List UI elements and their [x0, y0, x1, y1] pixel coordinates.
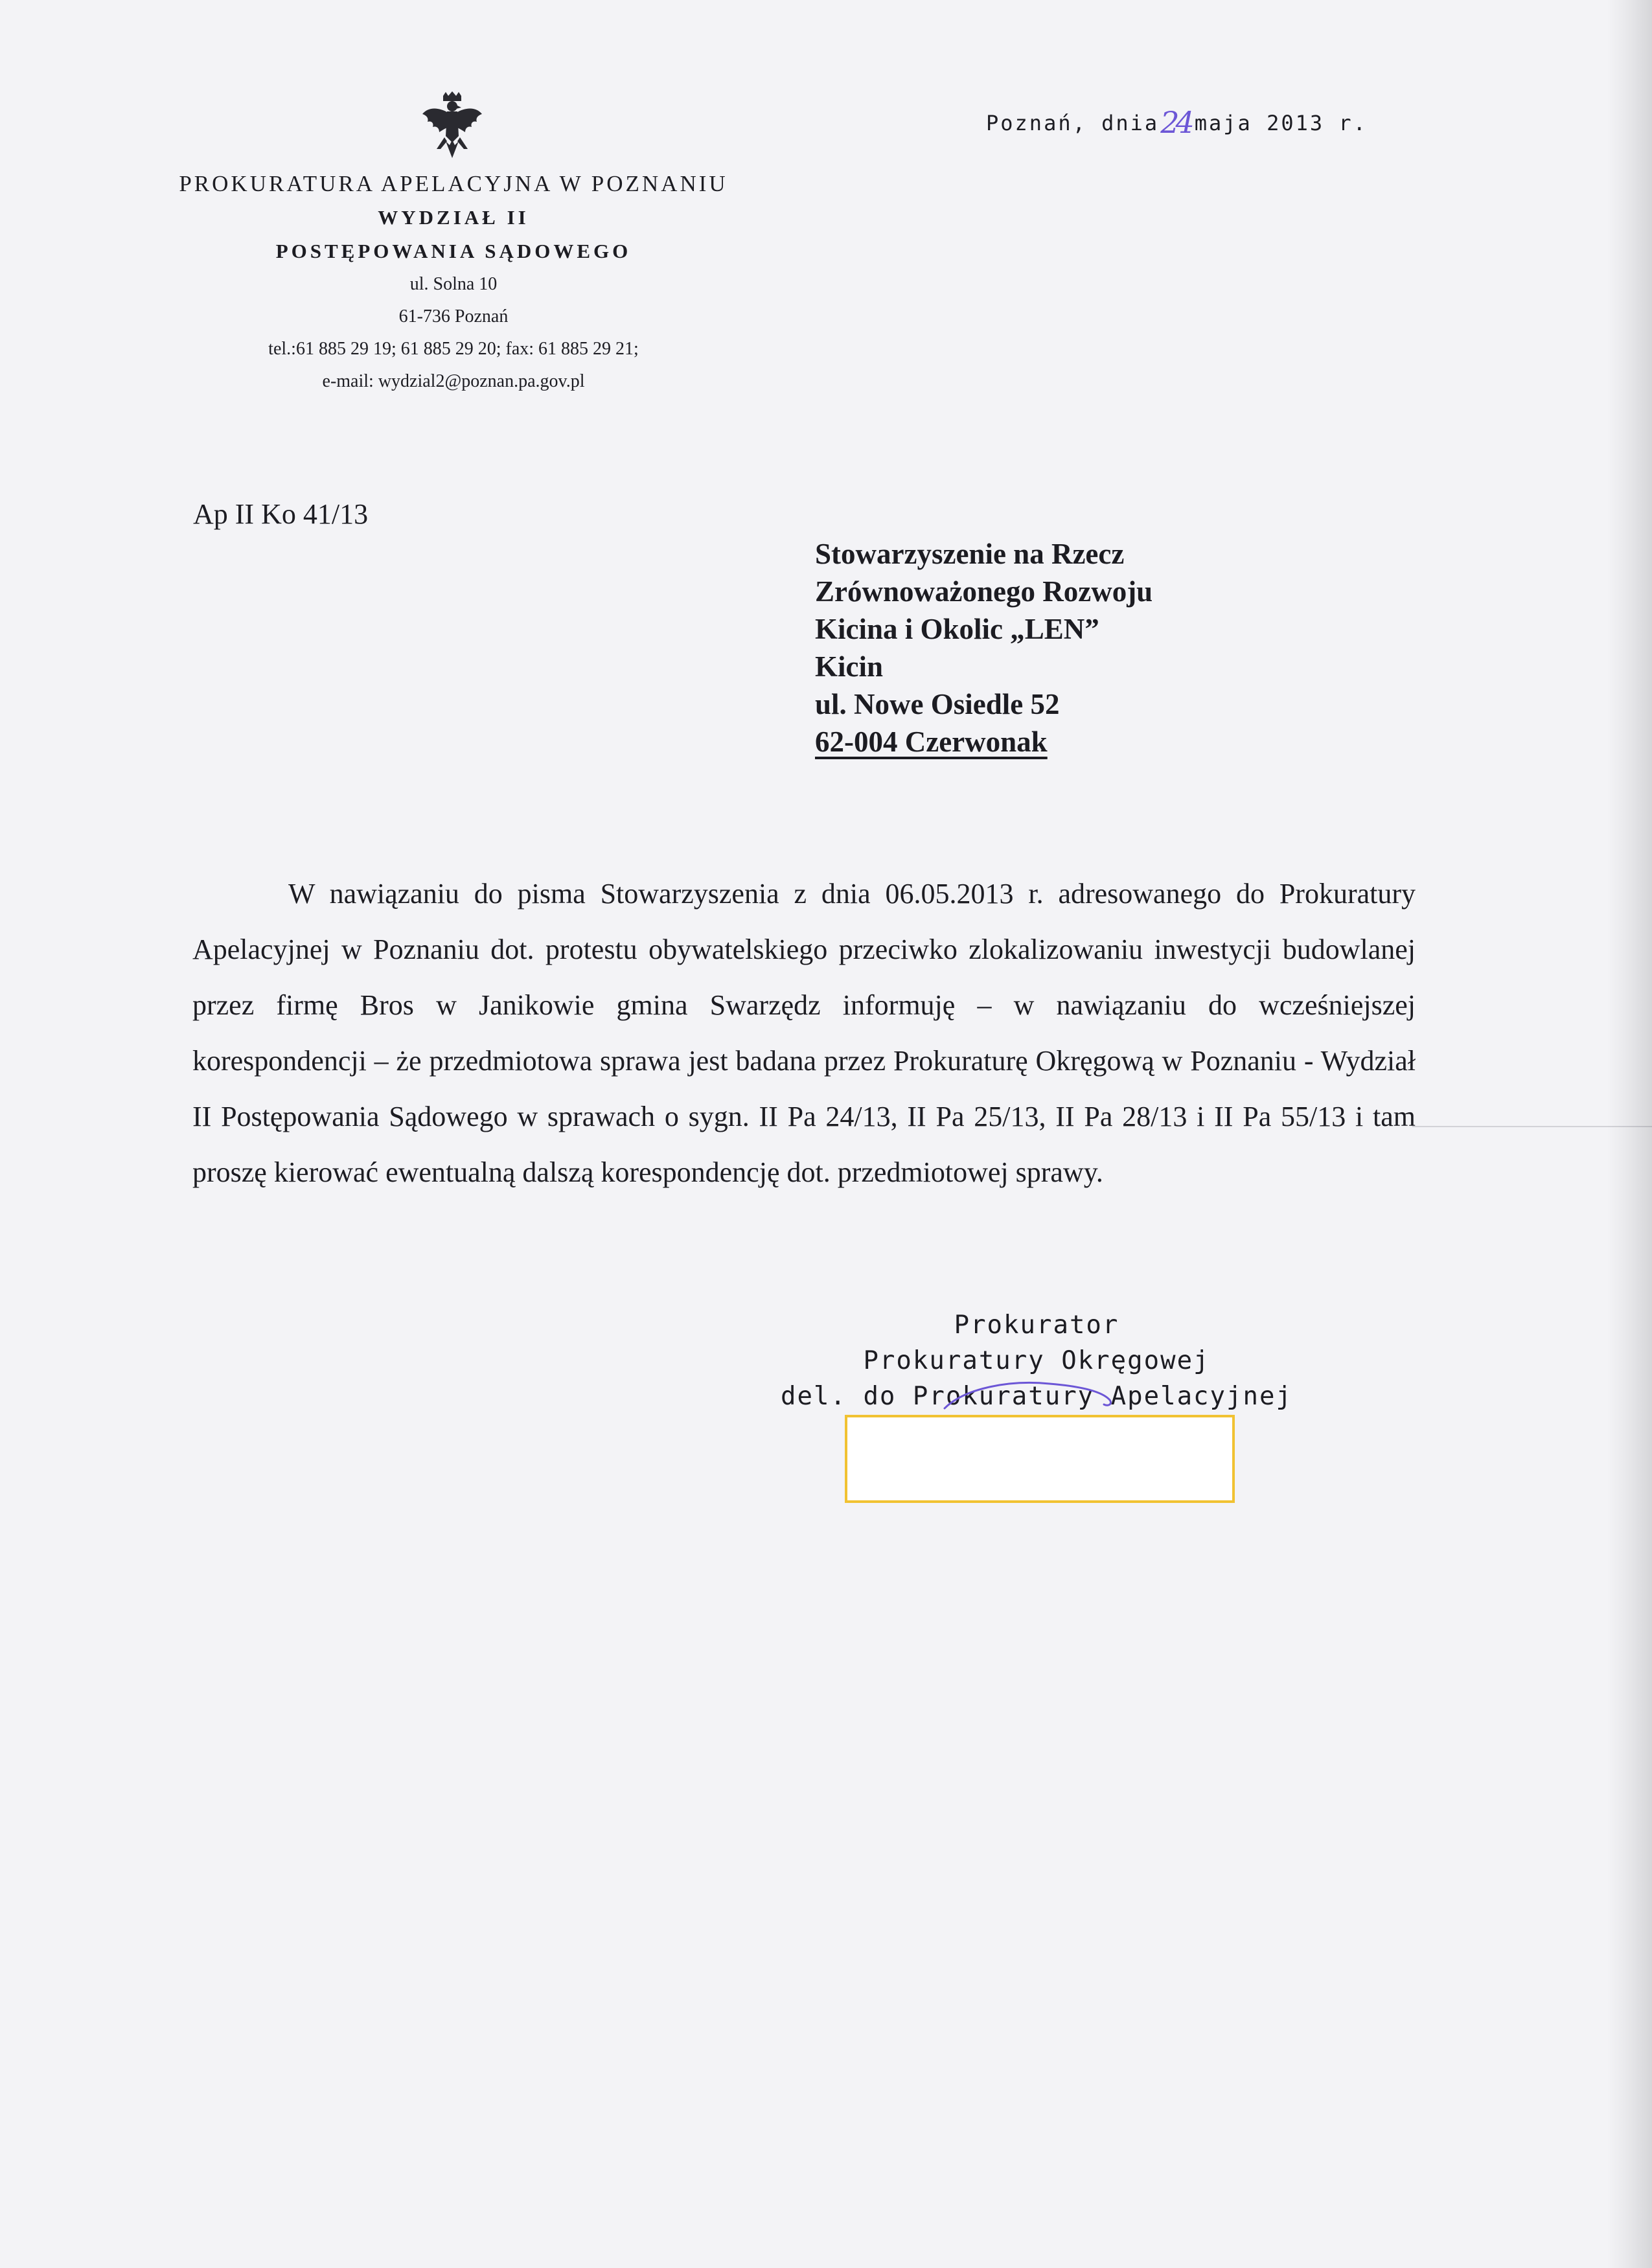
date-suffix: maja 2013 r.	[1194, 111, 1368, 135]
department-line-1: WYDZIAŁ II	[378, 206, 529, 229]
signature-title: Prokurator	[954, 1311, 1119, 1340]
signature-line-2: Prokuratury Okręgowej	[863, 1346, 1210, 1375]
recipient-line: Kicin	[815, 650, 884, 683]
date-prefix: Poznań, dnia	[986, 111, 1160, 135]
letterhead	[130, 167, 777, 398]
recipient-line: Kicina i Okolic „LEN”	[815, 613, 1099, 645]
street-address: ul. Solna 10	[409, 274, 498, 294]
paper-fold-line	[1412, 1126, 1652, 1127]
city-address: 61-736 Poznań	[398, 306, 509, 326]
department-line-2: POSTĘPOWANIA SĄDOWEGO	[275, 240, 632, 262]
scan-edge-shadow	[1607, 0, 1652, 2268]
handwritten-signature-stroke	[939, 1375, 1121, 1414]
phone-fax: tel.:61 885 29 19; 61 885 29 20; fax: 61 885 29 21;	[268, 339, 639, 359]
letter-body: W nawiązaniu do pisma Stowarzyszenia z dnia 06.05.2013 r. adresowanego do Prokuratury Apelacyjnej w Poznaniu dot. protestu obywatelskiego przeciwko zlokalizowaniu inwestycji budowlanej przez firmę Bros w Janikowie gmina Swarzędz informuję – w nawiązaniu do wcześniejszej korespondencji – że przedmiotowa sprawa jest badana przez Prokuraturę Okręgową w Poznaniu - Wydział II Postępowania Sądowego w sprawach o sygn. II Pa 24/13, II Pa 25/13, II Pa 28/13 i II Pa 55/13 i tam proszę kierować ewentualną dalszą korespondencję dot. przedmiotowej sprawy.	[192, 878, 1416, 1188]
redacted-signature-box	[845, 1415, 1235, 1503]
letter-date	[986, 102, 1368, 140]
polish-eagle-emblem-icon	[420, 91, 485, 168]
signature-line-3: del. do Prokuratury Apelacyjnej	[781, 1382, 1292, 1411]
email-address: e-mail: wydzial2@poznan.pa.gov.pl	[322, 371, 585, 391]
recipient-line: Stowarzyszenie na Rzecz	[815, 538, 1125, 570]
recipient-address	[815, 535, 1153, 761]
recipient-line: ul. Nowe Osiedle 52	[815, 688, 1060, 720]
institution-name: PROKURATURA APELACYJNA W POZNANIU	[179, 171, 728, 196]
recipient-line: Zrównoważonego Rozwoju	[815, 575, 1153, 608]
case-reference: Ap II Ko 41/13	[193, 498, 369, 530]
handwritten-day: 24	[1160, 105, 1191, 140]
recipient-postal-line: 62-004 Czerwonak	[815, 726, 1048, 758]
